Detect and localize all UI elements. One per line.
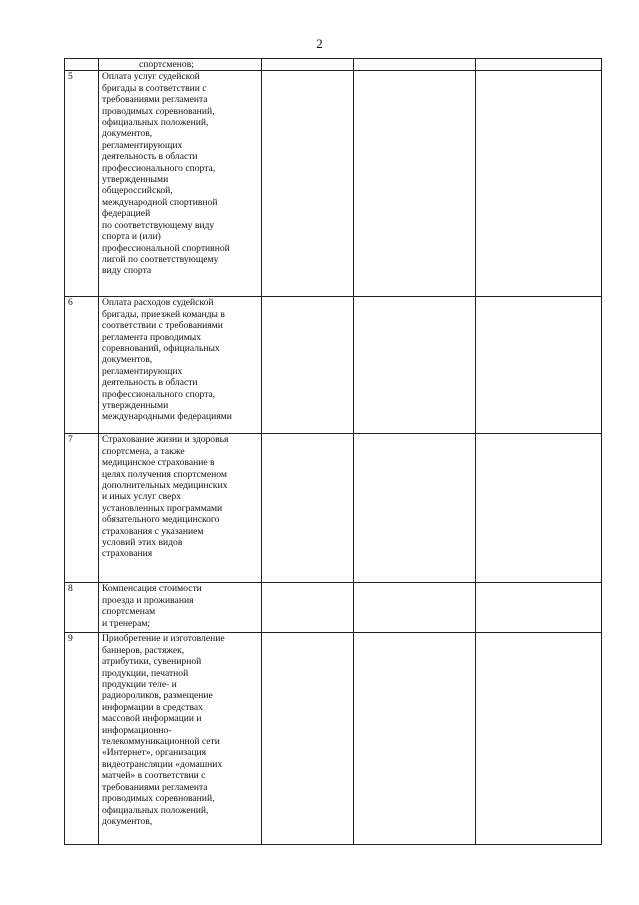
table-row bbox=[65, 583, 602, 633]
empty-cell bbox=[476, 583, 602, 633]
row-number: 8 bbox=[65, 583, 99, 633]
empty-cell bbox=[262, 71, 354, 297]
empty-cell bbox=[354, 59, 476, 71]
empty-cell bbox=[354, 297, 476, 434]
empty-cell bbox=[262, 633, 354, 845]
table-row bbox=[65, 59, 602, 71]
empty-cell bbox=[354, 583, 476, 633]
empty-cell bbox=[354, 71, 476, 297]
table-row bbox=[65, 633, 602, 845]
empty-cell bbox=[354, 633, 476, 845]
row-description: Компенсация стоимости проезда и проживания спортсменам и тренерам; bbox=[99, 583, 262, 633]
empty-cell bbox=[476, 633, 602, 845]
row-number: 7 bbox=[65, 434, 99, 583]
empty-cell bbox=[476, 71, 602, 297]
expenses-table bbox=[64, 58, 602, 845]
empty-cell bbox=[262, 434, 354, 583]
table-row bbox=[65, 434, 602, 583]
row-description: Оплата услуг судейской бригады в соответствии с требованиями регламента проводимых соревнований, официальных положений, документов, регламентирующих деятельность в области профессионального спорта, утвержденными общероссийской, международной спортивной федерацией по соответствующему виду спорта и (или) профессиональной спортивной лигой по соответствующему виду спорта bbox=[99, 71, 262, 297]
empty-cell bbox=[262, 59, 354, 71]
row-description: Оплата расходов судейской бригады, приезжей команды в соответствии с требованиями регламента проводимых соревнований, официальных документов, регламентирующих деятельность в области профессионального спорта, утвержденными международными федерациями bbox=[99, 297, 262, 434]
row-description: Страхование жизни и здоровья спортсмена, а также медицинское страхование в целях получения спортсменом дополнительных медицинских и иных услуг сверх установленных программами обязательного медицинского страхования с указанием условий этих видов страхования bbox=[99, 434, 262, 583]
empty-cell bbox=[476, 297, 602, 434]
table-row bbox=[65, 297, 602, 434]
empty-cell bbox=[476, 59, 602, 71]
empty-cell bbox=[262, 297, 354, 434]
row-number: 6 bbox=[65, 297, 99, 434]
row-number: 5 bbox=[65, 71, 99, 297]
table-row bbox=[65, 71, 602, 297]
row-description: Приобретение и изготовление баннеров, растяжек, атрибутики, сувенирной продукции, печатной продукции теле- и радиороликов, размещение информации в средствах массовой информации и информационно- телекоммуникационной сети «Интернет», организация видеотрансляции «домашних матчей» в соответствии с требованиями регламента проводимых соревнований, официальных положений, документов, bbox=[99, 633, 262, 845]
row-description: спортсменов; bbox=[99, 59, 262, 71]
empty-cell bbox=[476, 434, 602, 583]
empty-cell bbox=[262, 583, 354, 633]
row-number bbox=[65, 59, 99, 71]
row-number: 9 bbox=[65, 633, 99, 845]
page-number: 2 bbox=[316, 36, 323, 51]
empty-cell bbox=[354, 434, 476, 583]
